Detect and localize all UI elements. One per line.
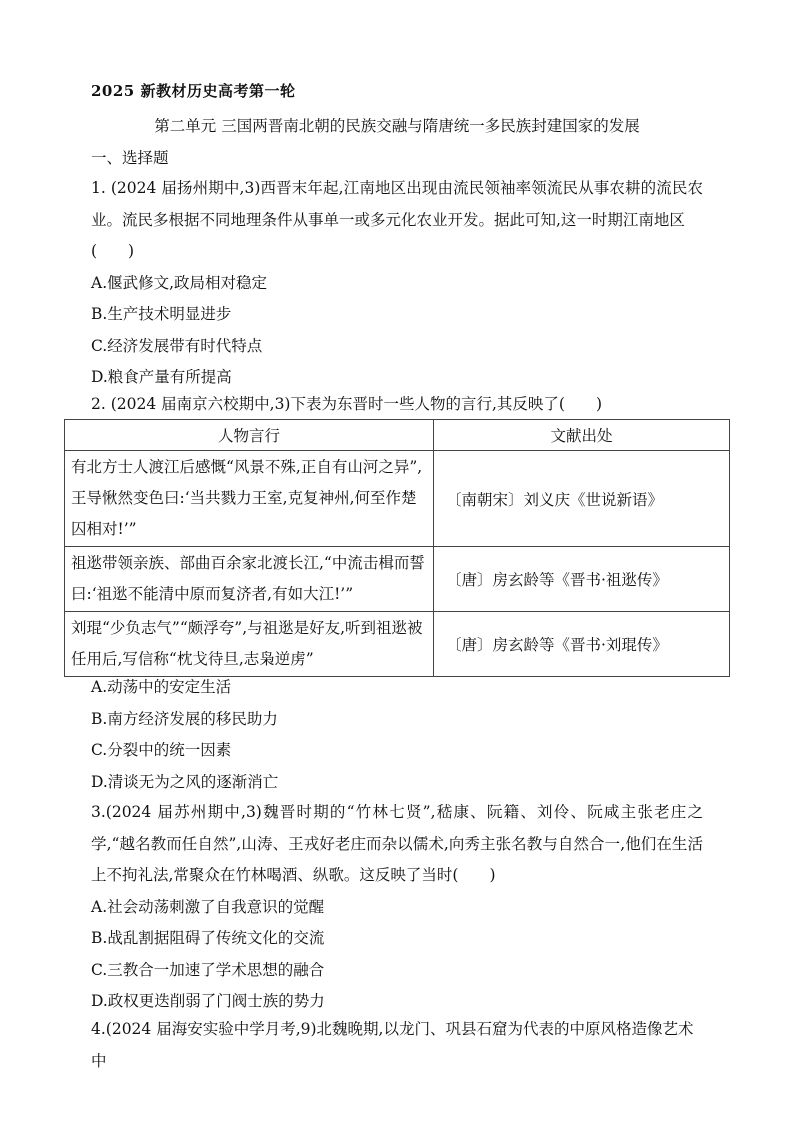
- table-header-speech: 人物言行: [65, 420, 434, 451]
- table-cell-speech: 刘琨“少负志气”“颇浮夸”,与祖逖是好友,听到祖逖被任用后,写信称“枕戈待旦,志枭逆虏”: [65, 612, 434, 677]
- table-row: [65, 547, 730, 612]
- table-cell-source: 〔唐〕房玄龄等《晋书·祖逖传》: [434, 547, 730, 612]
- question-2-table: [64, 419, 730, 677]
- question-2-option-b: B.南方经济发展的移民助力: [91, 709, 278, 728]
- question-3: [91, 797, 703, 1018]
- unit-title: 第二单元 三国两晋南北朝的民族交融与隋唐统一多民族封建国家的发展: [154, 117, 640, 135]
- table-header-source: 文献出处: [434, 420, 730, 451]
- question-1-option-b: B.生产技术明显进步: [91, 305, 232, 323]
- table-cell-source: 〔南朝宋〕刘义庆《世说新语》: [434, 451, 730, 547]
- question-3-option-a: A.社会动荡刺激了自我意识的觉醒: [91, 897, 325, 916]
- table-cell-speech: 祖逖带领亲族、部曲百余家北渡长江,“中流击楫而誓曰:‘祖逖不能清中原而复济者,有如大江!’”: [65, 547, 434, 612]
- table-cell-source: 〔唐〕房玄龄等《晋书·刘琨传》: [434, 612, 730, 677]
- document-title: 2025 新教材历史高考第一轮: [91, 82, 296, 100]
- question-3-stem: 3.(2024 届苏州期中,3)魏晋时期的“竹林七贤”,嵇康、阮籍、刘伶、阮咸主张老庄之学,“越名教而任自然”,山涛、王戎好老庄而杂以儒术,向秀主张名教与自然合一,他们在生活上不拘礼法,常聚众在竹林喝酒、纵歌。这反映了当时( ): [91, 803, 703, 884]
- question-1-stem: 1. (2024 届扬州期中,3)西晋末年起,江南地区出现由流民领袖率领流民从事农耕的流民农业。流民多根据不同地理条件从事单一或多元化农业开发。据此可知,这一时期江南地区: [91, 179, 703, 229]
- question-1-option-a: A.偃武修文,政局相对稳定: [91, 273, 268, 292]
- question-2-option-a: A.动荡中的安定生活: [91, 678, 232, 696]
- question-2-option-d: D.清谈无为之风的逐渐消亡: [91, 772, 279, 791]
- table-cell-speech: 有北方士人渡江后感慨“风景不殊,正自有山河之异”,王导愀然变色曰:‘当共戮力王室,克复神州,何至作楚囚相对!’”: [65, 451, 434, 547]
- question-1-option-c: C.经济发展带有时代特点: [91, 336, 263, 355]
- question-4-stem: 4.(2024 届海安实验中学月考,9)北魏晚期,以龙门、巩县石窟为代表的中原风格造像艺术中: [91, 1020, 694, 1070]
- table-header-row: [65, 420, 730, 451]
- table-row: [65, 612, 730, 677]
- question-2-options: [91, 672, 703, 798]
- question-1-option-d: D.粮食产量有所提高: [91, 368, 232, 386]
- answer-bracket: ( ): [91, 242, 135, 260]
- question-1: [91, 173, 703, 394]
- section-title: 一、选择题: [91, 149, 169, 167]
- table-row: [65, 451, 730, 547]
- question-3-option-b: B.战乱割据阻碍了传统文化的交流: [91, 929, 325, 947]
- question-3-option-c: C.三教合一加速了学术思想的融合: [91, 960, 325, 979]
- question-2-option-c: C.分裂中的统一因素: [91, 741, 232, 759]
- question-3-option-d: D.政权更迭削弱了门阀士族的势力: [91, 992, 325, 1010]
- question-2-stem: 2. (2024 届南京六校期中,3)下表为东晋时一些人物的言行,其反映了( ): [91, 395, 602, 413]
